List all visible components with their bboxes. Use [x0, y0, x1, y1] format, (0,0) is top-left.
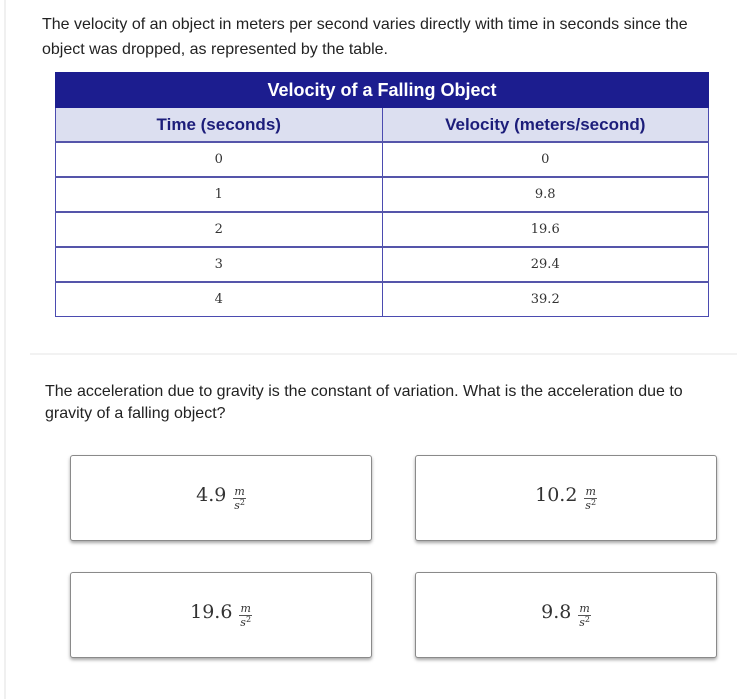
unit-denominator-base: s	[579, 615, 585, 629]
unit-fraction	[239, 603, 251, 628]
choice-value: 19.6	[190, 601, 233, 623]
answer-choice-d[interactable]	[415, 572, 717, 658]
unit-exponent: 2	[239, 497, 245, 507]
unit-denominator-base: s	[240, 615, 246, 629]
left-border-rule	[4, 0, 6, 699]
table-header-row	[56, 108, 709, 143]
choice-value: 10.2	[535, 484, 578, 506]
unit-fraction	[578, 603, 590, 628]
velocity-cell: 39.2	[382, 282, 709, 317]
unit-numerator: m	[585, 484, 596, 498]
choice-math	[190, 597, 252, 628]
unit-denominator-base: s	[234, 498, 240, 512]
unit-numerator: m	[579, 601, 590, 615]
choice-value: 4.9	[196, 484, 227, 506]
unit-denominator	[579, 616, 590, 628]
time-cell: 1	[56, 177, 383, 212]
unit-exponent: 2	[584, 614, 590, 624]
table-row	[56, 247, 709, 282]
answer-choice-a[interactable]	[70, 455, 372, 541]
table-row	[56, 177, 709, 212]
velocity-table	[55, 72, 709, 317]
table-row	[56, 282, 709, 317]
unit-exponent: 2	[245, 614, 252, 624]
column-header-time: Time (seconds)	[56, 108, 383, 143]
choice-math	[196, 480, 246, 511]
unit-exponent: 2	[590, 497, 597, 507]
answer-choice-b[interactable]	[415, 455, 717, 541]
table-title: Velocity of a Falling Object	[56, 73, 709, 108]
unit-fraction	[233, 486, 245, 511]
time-cell: 3	[56, 247, 383, 282]
column-header-velocity: Velocity (meters/second)	[382, 108, 709, 143]
table-row	[56, 212, 709, 247]
answer-choice-c[interactable]	[70, 572, 372, 658]
time-cell: 2	[56, 212, 383, 247]
table-title-row	[56, 73, 709, 108]
unit-numerator: m	[234, 484, 245, 498]
unit-fraction	[584, 486, 596, 511]
section-divider	[30, 353, 737, 355]
velocity-cell: 9.8	[382, 177, 709, 212]
time-cell: 4	[56, 282, 383, 317]
choice-math	[535, 480, 597, 511]
velocity-cell: 0	[382, 142, 709, 177]
unit-denominator	[240, 616, 251, 628]
unit-denominator	[234, 499, 245, 511]
table-row	[56, 142, 709, 177]
intro-text: The velocity of an object in meters per second varies directly with time in seconds since the object was dropped, as represented by the table.	[42, 16, 688, 58]
velocity-cell: 19.6	[382, 212, 709, 247]
unit-denominator	[585, 499, 596, 511]
unit-denominator-base: s	[585, 498, 591, 512]
choice-value: 9.8	[541, 601, 572, 623]
time-cell: 0	[56, 142, 383, 177]
unit-numerator: m	[240, 601, 251, 615]
question-text: The acceleration due to gravity is the constant of variation. What is the acceleration due to gravity of a falling object?	[45, 383, 683, 422]
choice-math	[541, 597, 591, 628]
velocity-cell: 29.4	[382, 247, 709, 282]
